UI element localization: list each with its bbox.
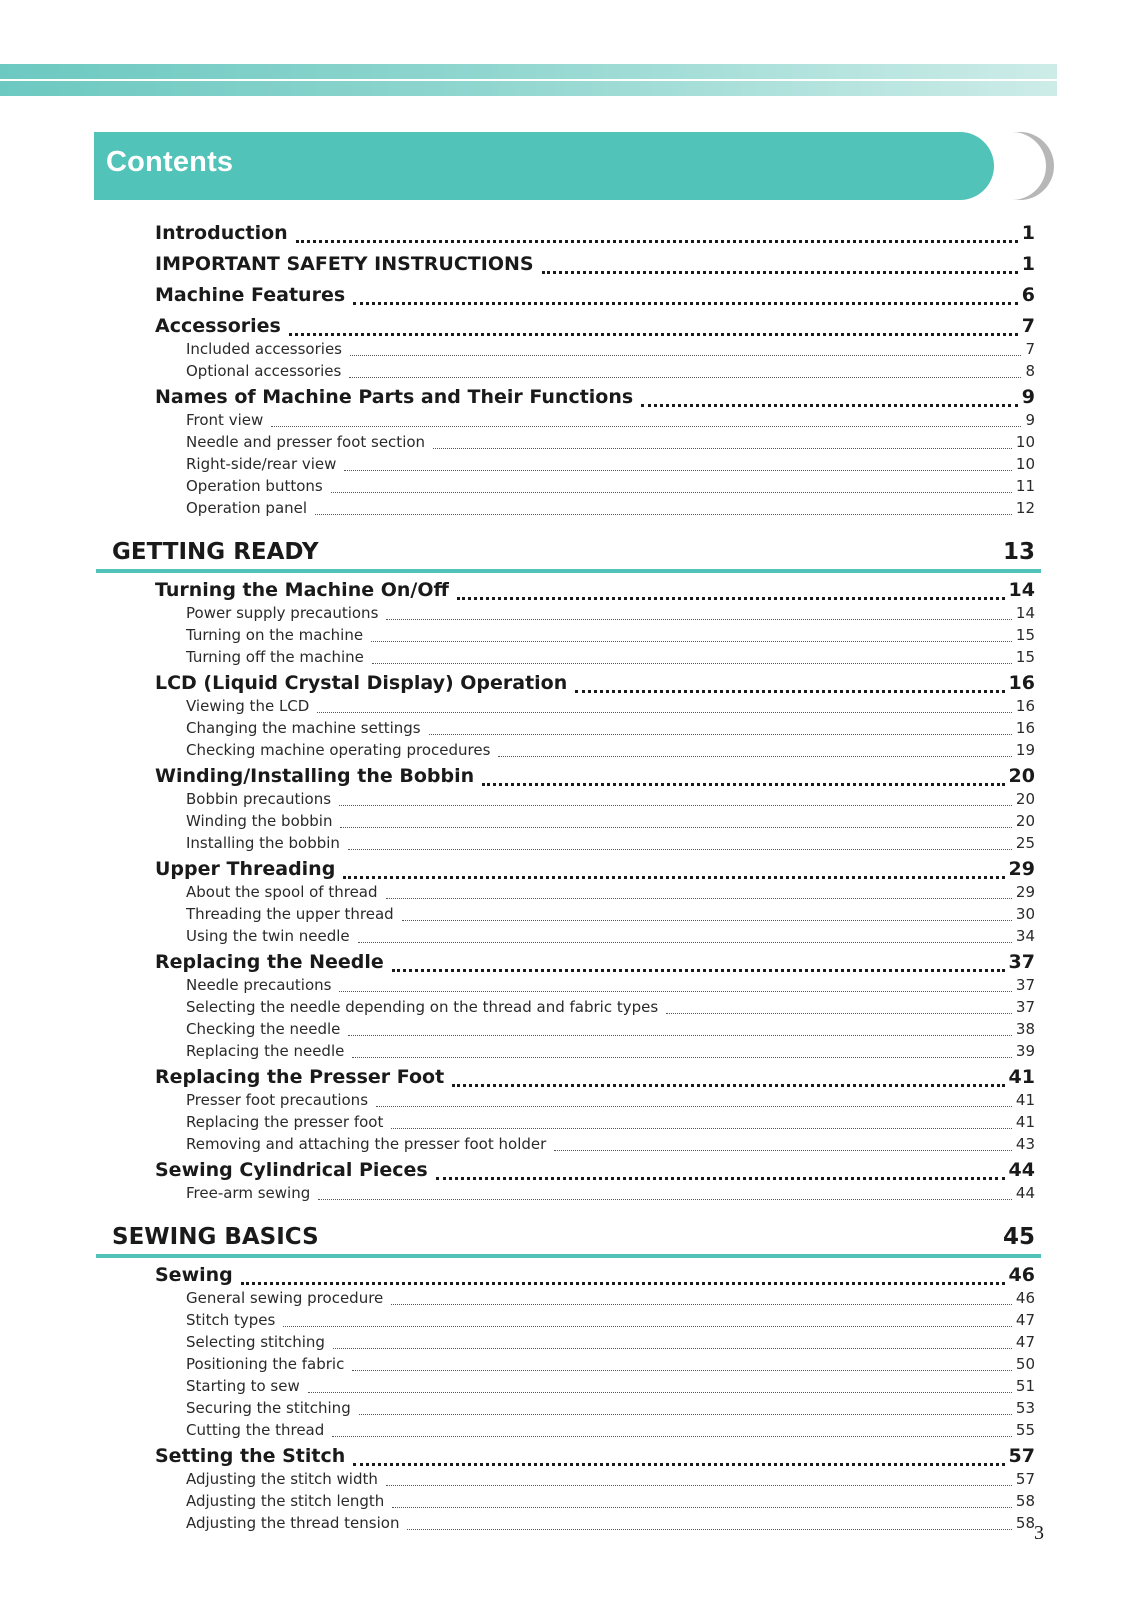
dot-leader <box>641 404 1018 407</box>
dot-leader <box>339 805 1012 806</box>
toc-subentry-label: Adjusting the stitch width <box>186 1470 378 1488</box>
toc-subentry-page: 29 <box>1015 883 1035 901</box>
section-heading[interactable] <box>112 531 1035 565</box>
toc-subentry[interactable] <box>186 790 1035 810</box>
toc-subentry-label: Adjusting the thread tension <box>186 1514 400 1532</box>
toc-subentry[interactable] <box>186 1020 1035 1040</box>
toc-subentry-page: 15 <box>1015 626 1035 644</box>
toc-subentry[interactable] <box>186 648 1035 668</box>
toc-subentry-page: 7 <box>1025 340 1035 358</box>
toc-entry-label: Upper Threading <box>155 858 336 880</box>
section-page: 13 <box>1002 539 1035 565</box>
toc-entry[interactable] <box>155 253 1035 279</box>
dot-leader <box>392 969 1005 972</box>
section-divider <box>96 1254 1041 1258</box>
toc-subentry[interactable] <box>186 1091 1035 1111</box>
dot-leader <box>317 712 1012 713</box>
dot-leader <box>318 1199 1012 1200</box>
toc-subentry-label: Operation buttons <box>186 477 323 495</box>
dot-leader <box>452 1084 1004 1087</box>
toc-entry[interactable] <box>155 765 1035 791</box>
toc-entry-page: 16 <box>1008 672 1035 694</box>
dot-leader <box>498 756 1012 757</box>
dot-leader <box>339 991 1011 992</box>
toc-entry-label: Replacing the Needle <box>155 951 384 973</box>
toc-subentry-label: Using the twin needle <box>186 927 350 945</box>
toc-subentry-label: Operation panel <box>186 499 308 517</box>
dot-leader <box>359 1414 1012 1415</box>
toc-subentry-label: Positioning the fabric <box>186 1355 345 1373</box>
toc-entry[interactable] <box>155 1264 1035 1290</box>
toc-subentry[interactable] <box>186 1289 1035 1309</box>
toc-subentry[interactable] <box>186 362 1035 382</box>
dot-leader <box>407 1529 1011 1530</box>
toc-subentry-label: Changing the machine settings <box>186 719 421 737</box>
toc-subentry[interactable] <box>186 340 1035 360</box>
dot-leader <box>371 641 1012 642</box>
dot-leader <box>372 663 1012 664</box>
toc-subentry-page: 34 <box>1015 927 1035 945</box>
toc-entry-page: 7 <box>1021 315 1035 337</box>
toc-subentry-label: Turning off the machine <box>186 648 364 666</box>
toc-subentry-page: 39 <box>1015 1042 1035 1060</box>
toc-subentry[interactable] <box>186 1311 1035 1331</box>
toc-subentry[interactable] <box>186 812 1035 832</box>
toc-subentry-page: 46 <box>1015 1289 1035 1307</box>
toc-subentry-page: 25 <box>1015 834 1035 852</box>
dot-leader <box>333 1348 1012 1349</box>
toc-subentry-page: 14 <box>1015 604 1035 622</box>
toc-entry[interactable] <box>155 1066 1035 1092</box>
toc-subentry-label: Cutting the thread <box>186 1421 325 1439</box>
toc-subentry[interactable] <box>186 411 1035 431</box>
toc-entry[interactable] <box>155 284 1035 310</box>
dot-leader <box>344 470 1011 471</box>
section-title: GETTING READY <box>112 539 319 565</box>
toc-subentry-page: 41 <box>1015 1091 1035 1109</box>
page-title: Contents <box>106 146 234 178</box>
toc-subentry-label: Right-side/rear view <box>186 455 337 473</box>
toc-subentry[interactable] <box>186 697 1035 717</box>
toc-subentry[interactable] <box>186 719 1035 739</box>
toc-entry-label: LCD (Liquid Crystal Display) Operation <box>155 672 568 694</box>
section-divider <box>96 569 1041 573</box>
toc-subentry-label: Needle precautions <box>186 976 332 994</box>
toc-subentry[interactable] <box>186 455 1035 475</box>
toc-subentry-page: 15 <box>1015 648 1035 666</box>
toc-subentry-page: 9 <box>1025 411 1035 429</box>
dot-leader <box>392 1507 1012 1508</box>
toc-subentry-page: 47 <box>1015 1311 1035 1329</box>
toc-subentry-page: 53 <box>1015 1399 1035 1417</box>
dot-leader <box>289 333 1018 336</box>
toc-subentry[interactable] <box>186 905 1035 925</box>
dot-leader <box>343 876 1004 879</box>
toc-entry-page: 37 <box>1008 951 1035 973</box>
toc-entry-page: 44 <box>1008 1159 1035 1181</box>
toc-subentry[interactable] <box>186 1184 1035 1204</box>
toc-subentry-label: Included accessories <box>186 340 342 358</box>
section-heading[interactable] <box>112 1216 1035 1250</box>
dot-leader <box>433 448 1012 449</box>
toc-subentry-label: Optional accessories <box>186 362 342 380</box>
toc-entry-page: 6 <box>1021 284 1035 306</box>
toc-subentry-label: Viewing the LCD <box>186 697 310 715</box>
toc-subentry-label: Presser foot precautions <box>186 1091 369 1109</box>
toc-entry[interactable] <box>155 315 1035 341</box>
toc-subentry-label: Power supply precautions <box>186 604 379 622</box>
dot-leader <box>296 240 1018 243</box>
toc-subentry-label: Checking machine operating procedures <box>186 741 491 759</box>
toc-subentry[interactable] <box>186 927 1035 947</box>
section-title: SEWING BASICS <box>112 1224 319 1250</box>
toc-subentry[interactable] <box>186 626 1035 646</box>
toc-subentry-page: 55 <box>1015 1421 1035 1439</box>
toc-subentry[interactable] <box>186 998 1035 1018</box>
toc-subentry-label: Replacing the needle <box>186 1042 345 1060</box>
toc-subentry-label: Removing and attaching the presser foot holder <box>186 1135 547 1153</box>
dot-leader <box>353 302 1018 305</box>
dot-leader <box>554 1150 1012 1151</box>
toc-subentry-label: Securing the stitching <box>186 1399 351 1417</box>
toc-entry-label: Turning the Machine On/Off <box>155 579 449 601</box>
dot-leader <box>386 898 1012 899</box>
dot-leader <box>331 492 1012 493</box>
dot-leader <box>348 849 1012 850</box>
dot-leader <box>308 1392 1012 1393</box>
toc-subentry-page: 8 <box>1025 362 1035 380</box>
toc-subentry[interactable] <box>186 741 1035 761</box>
toc-entry-page: 46 <box>1008 1264 1035 1286</box>
toc-entry-page: 41 <box>1008 1066 1035 1088</box>
toc-entry-label: Setting the Stitch <box>155 1445 346 1467</box>
toc-subentry[interactable] <box>186 1492 1035 1512</box>
dot-leader <box>666 1013 1012 1014</box>
toc-subentry-page: 41 <box>1015 1113 1035 1131</box>
toc-subentry-label: Free-arm sewing <box>186 1184 311 1202</box>
toc-subentry-page: 12 <box>1015 499 1035 517</box>
toc-subentry-label: Winding the bobbin <box>186 812 333 830</box>
toc-subentry-page: 50 <box>1015 1355 1035 1373</box>
toc-entry[interactable] <box>155 858 1035 884</box>
toc-subentry[interactable] <box>186 1399 1035 1419</box>
toc-subentry[interactable] <box>186 1135 1035 1155</box>
toc-subentry-page: 38 <box>1015 1020 1035 1038</box>
toc-entry[interactable] <box>155 386 1035 412</box>
toc-subentry-page: 58 <box>1015 1514 1035 1532</box>
toc-subentry[interactable] <box>186 976 1035 996</box>
toc-subentry[interactable] <box>186 433 1035 453</box>
toc-entry-label: Names of Machine Parts and Their Functions <box>155 386 634 408</box>
dot-leader <box>352 1057 1012 1058</box>
toc-entry-page: 57 <box>1008 1445 1035 1467</box>
toc-subentry[interactable] <box>186 883 1035 903</box>
toc-subentry-page: 19 <box>1015 741 1035 759</box>
toc-entry[interactable] <box>155 1445 1035 1471</box>
dot-leader <box>340 827 1011 828</box>
dot-leader <box>391 1128 1012 1129</box>
toc-subentry-label: Turning on the machine <box>186 626 364 644</box>
toc-subentry[interactable] <box>186 1421 1035 1441</box>
dot-leader <box>391 1304 1012 1305</box>
toc-entry-page: 1 <box>1021 253 1035 275</box>
dot-leader <box>241 1282 1005 1285</box>
toc-subentry-label: Starting to sew <box>186 1377 300 1395</box>
toc-subentry[interactable] <box>186 499 1035 519</box>
dot-leader <box>283 1326 1012 1327</box>
toc-subentry-label: Adjusting the stitch length <box>186 1492 385 1510</box>
toc-subentry-label: Bobbin precautions <box>186 790 332 808</box>
toc-entry-label: Winding/Installing the Bobbin <box>155 765 475 787</box>
toc-entry-label: IMPORTANT SAFETY INSTRUCTIONS <box>155 253 534 275</box>
dot-leader <box>386 1485 1012 1486</box>
dot-leader <box>349 377 1021 378</box>
dot-leader <box>332 1436 1012 1437</box>
toc-subentry-label: General sewing procedure <box>186 1289 384 1307</box>
toc-subentry[interactable] <box>186 1113 1035 1133</box>
toc-entry[interactable] <box>155 222 1035 248</box>
toc-entry[interactable] <box>155 1159 1035 1185</box>
toc-subentry-page: 11 <box>1015 477 1035 495</box>
toc-entry[interactable] <box>155 951 1035 977</box>
toc-subentry-page: 58 <box>1015 1492 1035 1510</box>
toc-entry-label: Replacing the Presser Foot <box>155 1066 445 1088</box>
toc-subentry[interactable] <box>186 1333 1035 1353</box>
toc-entry-label: Machine Features <box>155 284 346 306</box>
toc-subentry-page: 10 <box>1015 433 1035 451</box>
toc-subentry-label: Threading the upper thread <box>186 905 394 923</box>
toc-subentry-page: 20 <box>1015 812 1035 830</box>
toc-entry-label: Sewing Cylindrical Pieces <box>155 1159 428 1181</box>
toc-subentry-label: Front view <box>186 411 264 429</box>
toc-subentry-page: 47 <box>1015 1333 1035 1351</box>
toc-entry-page: 9 <box>1021 386 1035 408</box>
toc-entry-page: 20 <box>1008 765 1035 787</box>
toc-entry-label: Introduction <box>155 222 288 244</box>
toc-subentry-label: Selecting the needle depending on the thread and fabric types <box>186 998 659 1016</box>
dot-leader <box>315 514 1012 515</box>
toc-subentry-page: 57 <box>1015 1470 1035 1488</box>
toc-subentry[interactable] <box>186 1377 1035 1397</box>
dot-leader <box>386 619 1012 620</box>
toc-subentry[interactable] <box>186 834 1035 854</box>
dot-leader <box>350 355 1021 356</box>
dot-leader <box>575 690 1004 693</box>
dot-leader <box>376 1106 1012 1107</box>
dot-leader <box>353 1463 1004 1466</box>
toc-subentry-page: 51 <box>1015 1377 1035 1395</box>
toc-subentry-label: About the spool of thread <box>186 883 378 901</box>
toc-subentry-label: Stitch types <box>186 1311 276 1329</box>
page-number: 3 <box>1034 1522 1044 1544</box>
toc-entry[interactable] <box>155 672 1035 698</box>
dot-leader <box>348 1035 1012 1036</box>
dot-leader <box>436 1177 1005 1180</box>
toc-subentry[interactable] <box>186 1042 1035 1062</box>
dot-leader <box>482 783 1004 786</box>
toc-entry-label: Accessories <box>155 315 281 337</box>
dot-leader <box>402 920 1012 921</box>
dot-leader <box>542 271 1018 274</box>
toc-subentry[interactable] <box>186 1355 1035 1375</box>
toc-subentry-label: Installing the bobbin <box>186 834 340 852</box>
toc-entry-page: 14 <box>1008 579 1035 601</box>
toc-subentry-label: Checking the needle <box>186 1020 341 1038</box>
toc-subentry[interactable] <box>186 604 1035 624</box>
dot-leader <box>457 597 1005 600</box>
toc-subentry[interactable] <box>186 1514 1035 1534</box>
toc-entry-label: Sewing <box>155 1264 233 1286</box>
dot-leader <box>271 426 1021 427</box>
toc-subentry-page: 37 <box>1015 976 1035 994</box>
toc-subentry-page: 30 <box>1015 905 1035 923</box>
toc-subentry-page: 16 <box>1015 719 1035 737</box>
toc-entry[interactable] <box>155 579 1035 605</box>
dot-leader <box>358 942 1012 943</box>
toc-entry-page: 1 <box>1021 222 1035 244</box>
toc-subentry-page: 20 <box>1015 790 1035 808</box>
toc-subentry-page: 37 <box>1015 998 1035 1016</box>
toc-entry-page: 29 <box>1008 858 1035 880</box>
toc-subentry-label: Replacing the presser foot <box>186 1113 384 1131</box>
toc-subentry-label: Selecting stitching <box>186 1333 325 1351</box>
dot-leader <box>429 734 1012 735</box>
toc-subentry-label: Needle and presser foot section <box>186 433 426 451</box>
toc-subentry-page: 10 <box>1015 455 1035 473</box>
toc-subentry[interactable] <box>186 477 1035 497</box>
toc-subentry[interactable] <box>186 1470 1035 1490</box>
toc-subentry-page: 44 <box>1015 1184 1035 1202</box>
section-page: 45 <box>1002 1224 1035 1250</box>
dot-leader <box>352 1370 1012 1371</box>
toc-subentry-page: 43 <box>1015 1135 1035 1153</box>
toc-subentry-page: 16 <box>1015 697 1035 715</box>
